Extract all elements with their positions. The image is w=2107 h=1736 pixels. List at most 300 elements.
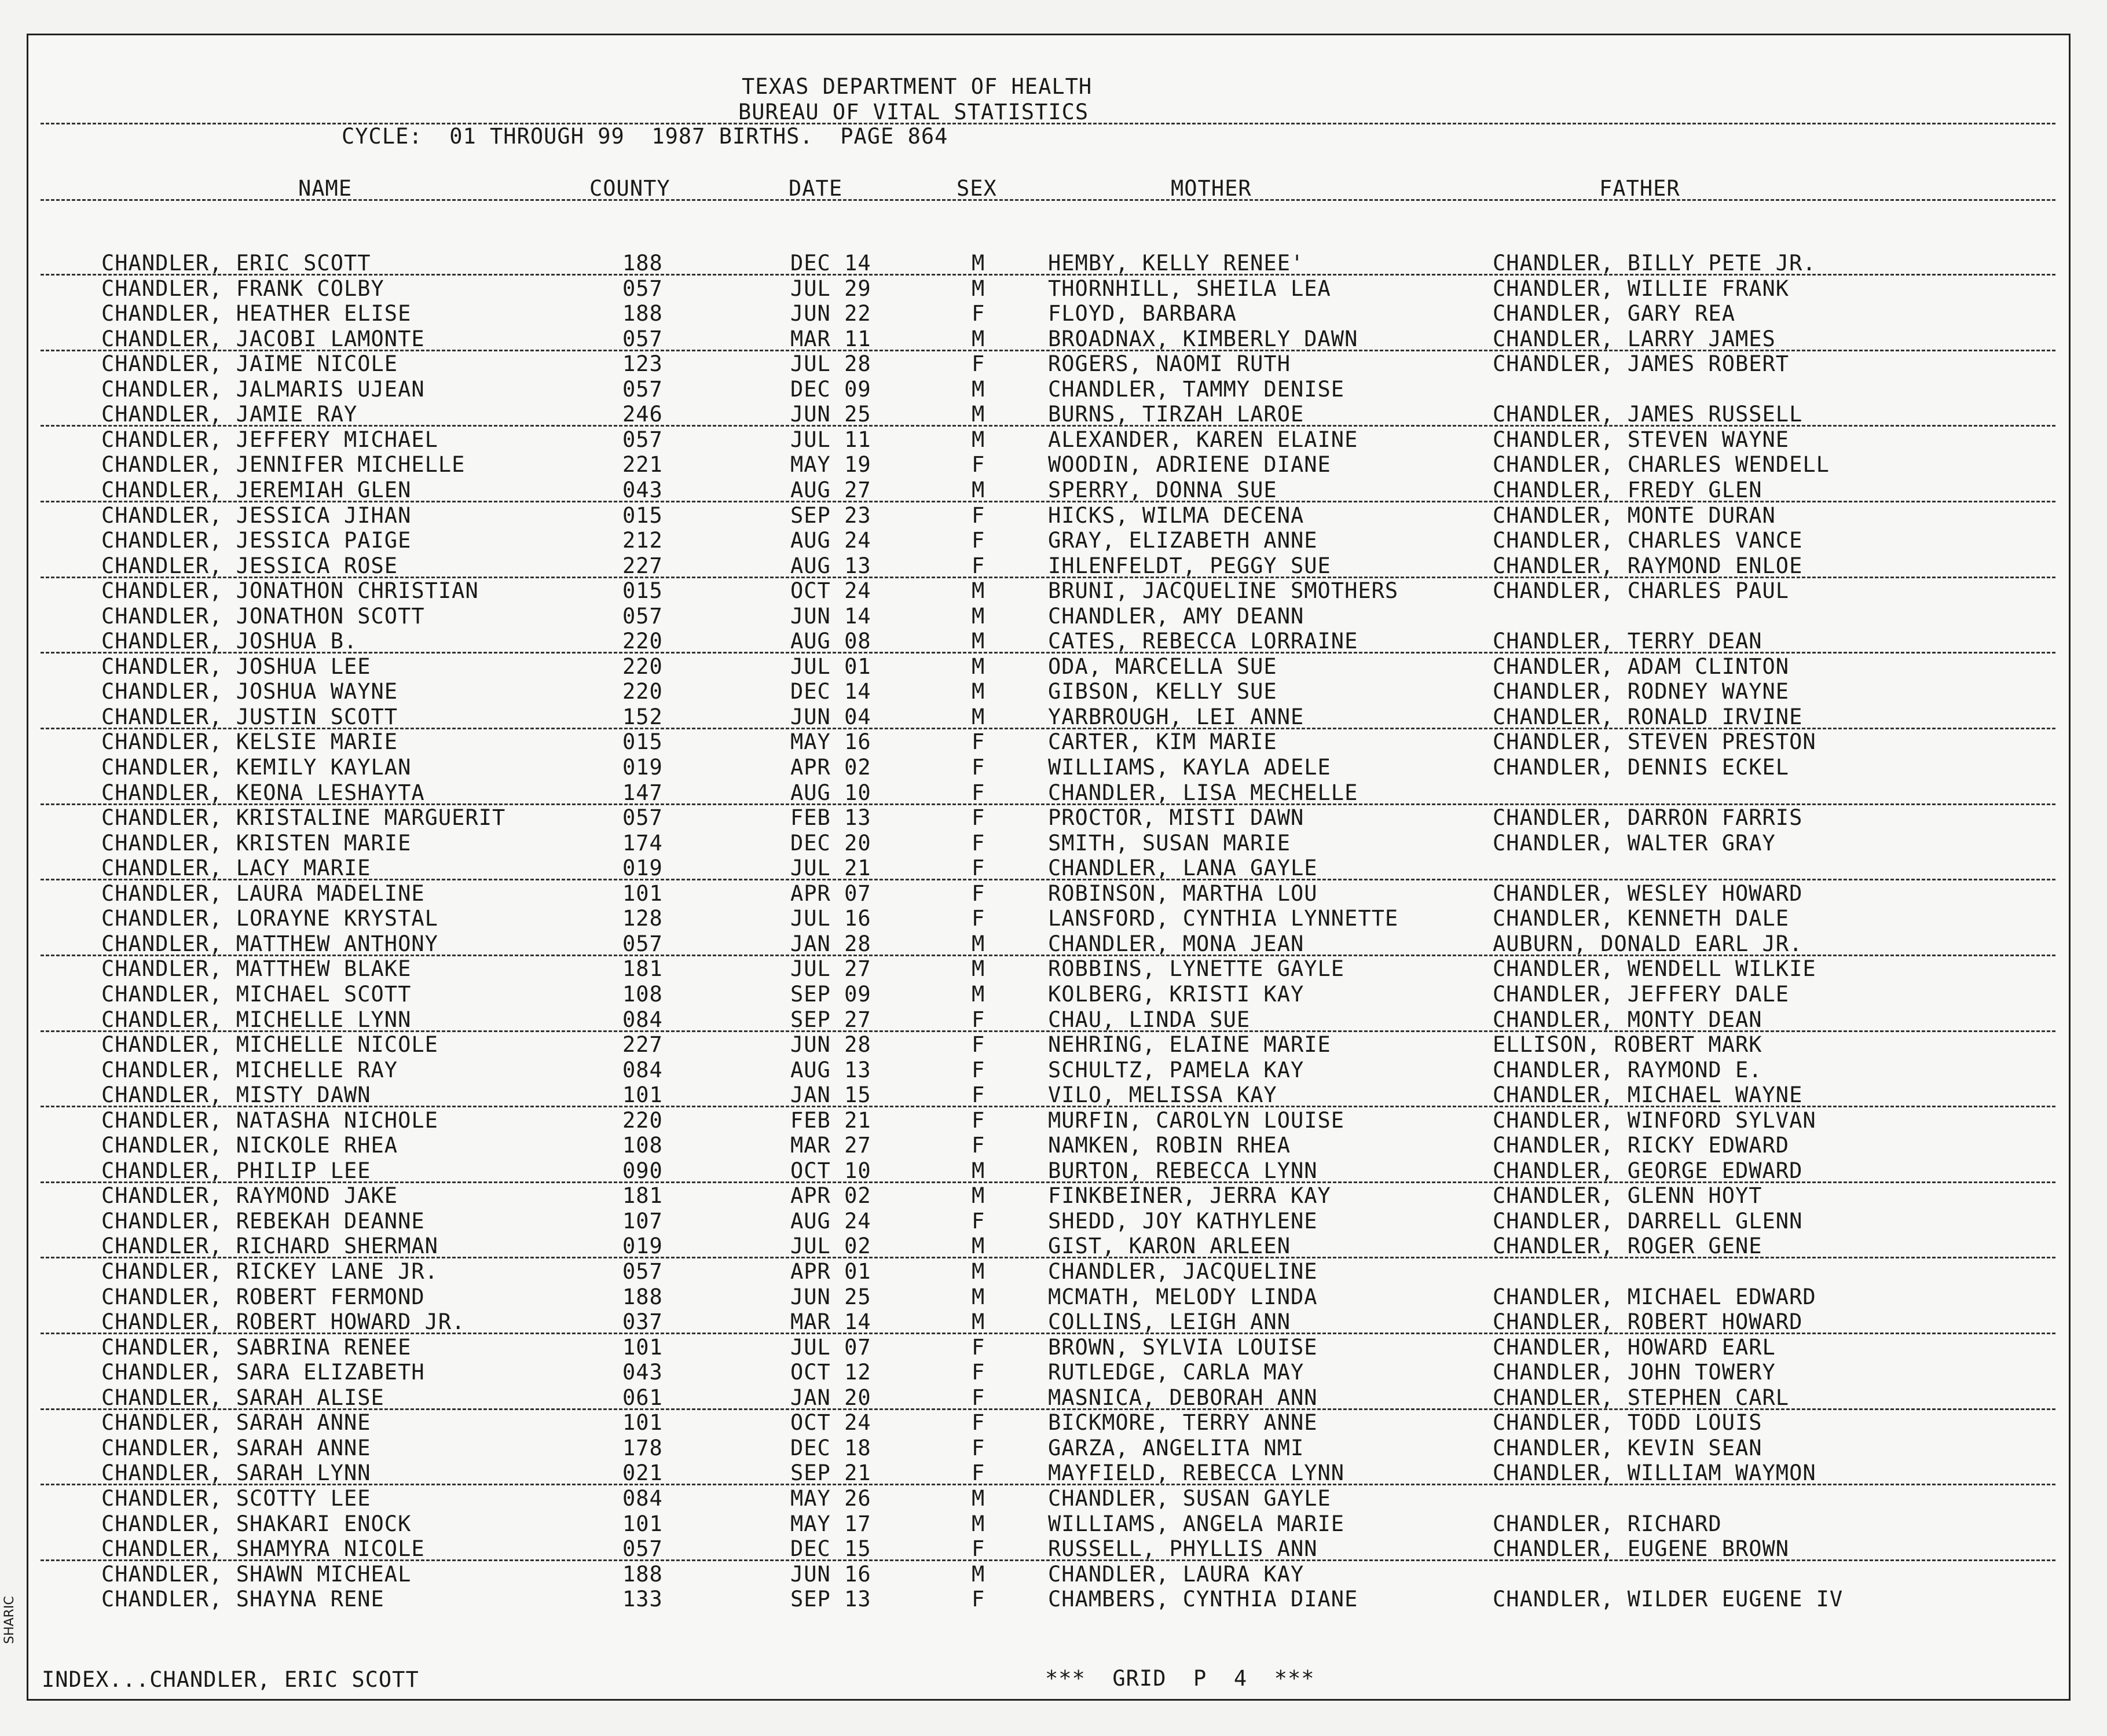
cell-name: CHANDLER, SARAH ALISE	[101, 1385, 384, 1410]
cell-father: CHANDLER, DARRON FARRIS	[1493, 805, 1803, 831]
cell-father: CHANDLER, WILDER EUGENE IV	[1493, 1587, 1844, 1612]
cell-mother: WILLIAMS, KAYLA ADELE	[1048, 755, 1331, 780]
table-row	[0, 251, 2107, 276]
side-stamp: SHARIC	[2, 1596, 17, 1644]
cell-date: JUL 01	[790, 654, 871, 679]
cell-father: CHANDLER, WILLIE FRANK	[1493, 276, 1790, 301]
cell-county: 188	[622, 301, 663, 326]
cell-father: CHANDLER, RICHARD	[1493, 1511, 1722, 1536]
cell-mother: WILLIAMS, ANGELA MARIE	[1048, 1511, 1345, 1536]
cell-date: SEP 23	[790, 502, 871, 528]
cell-father: ELLISON, ROBERT MARK	[1493, 1032, 1762, 1058]
table-row	[0, 1587, 2107, 1612]
cell-date: JUL 16	[790, 906, 871, 931]
table-row	[0, 679, 2107, 704]
cell-name: CHANDLER, RICHARD SHERMAN	[101, 1234, 438, 1259]
cell-father: CHANDLER, MICHAEL WAYNE	[1493, 1082, 1803, 1108]
cell-name: CHANDLER, SHAMYRA NICOLE	[101, 1536, 425, 1562]
table-row	[0, 1284, 2107, 1310]
table-row	[0, 1082, 2107, 1108]
cell-county: 057	[622, 805, 663, 831]
cell-sex: F	[972, 1133, 985, 1158]
table-row	[0, 1562, 2107, 1587]
cell-date: AUG 24	[790, 528, 871, 553]
cell-county: 181	[622, 956, 663, 982]
cell-date: SEP 27	[790, 1007, 871, 1032]
cell-father: CHANDLER, RAYMOND E.	[1493, 1057, 1762, 1082]
cell-county: 246	[622, 402, 663, 427]
cell-mother: ROBBINS, LYNETTE GAYLE	[1048, 956, 1345, 982]
table-row	[0, 629, 2107, 654]
cell-name: CHANDLER, RAYMOND JAKE	[101, 1183, 398, 1209]
cell-sex: M	[972, 376, 985, 402]
cell-sex: F	[972, 1057, 985, 1082]
cell-mother: KOLBERG, KRISTI KAY	[1048, 981, 1304, 1007]
cell-county: 057	[622, 931, 663, 956]
cell-name: CHANDLER, FRANK COLBY	[101, 276, 384, 301]
cell-name: CHANDLER, SCOTTY LEE	[101, 1485, 371, 1511]
cell-name: CHANDLER, NATASHA NICHOLE	[101, 1107, 438, 1133]
cell-mother: CHANDLER, LISA MECHELLE	[1048, 780, 1358, 805]
col-header-county: COUNTY	[589, 176, 670, 201]
table-row	[0, 729, 2107, 755]
cell-sex: F	[972, 1032, 985, 1058]
cell-county: 101	[622, 1511, 663, 1536]
cell-county: 101	[622, 880, 663, 906]
cell-sex: F	[972, 1007, 985, 1032]
cell-mother: ODA, MARCELLA SUE	[1048, 654, 1277, 679]
cell-father: CHANDLER, EUGENE BROWN	[1493, 1536, 1790, 1562]
row-group-divider	[41, 425, 2055, 427]
cell-date: MAY 17	[790, 1511, 871, 1536]
cell-father: CHANDLER, ROGER GENE	[1493, 1234, 1762, 1259]
cell-mother: GARZA, ANGELITA NMI	[1048, 1435, 1304, 1460]
cell-father: CHANDLER, TERRY DEAN	[1493, 629, 1762, 654]
cell-mother: CHAU, LINDA SUE	[1048, 1007, 1251, 1032]
cell-mother: MASNICA, DEBORAH ANN	[1048, 1385, 1318, 1410]
cell-sex: F	[972, 906, 985, 931]
cell-sex: F	[972, 805, 985, 831]
cell-date: JAN 20	[790, 1385, 871, 1410]
cell-date: JUN 28	[790, 1032, 871, 1058]
cell-county: 221	[622, 452, 663, 478]
cell-sex: M	[972, 578, 985, 604]
cell-name: CHANDLER, JOSHUA B.	[101, 629, 358, 654]
cell-name: CHANDLER, MICHELLE RAY	[101, 1057, 398, 1082]
cell-father: CHANDLER, STEVEN WAYNE	[1493, 427, 1790, 452]
cell-mother: BROWN, SYLVIA LOUISE	[1048, 1334, 1318, 1360]
cell-mother: BURTON, REBECCA LYNN	[1048, 1158, 1318, 1183]
cell-father: CHANDLER, CHARLES WENDELL	[1493, 452, 1830, 478]
table-row	[0, 351, 2107, 377]
cell-county: 128	[622, 906, 663, 931]
cell-sex: F	[972, 729, 985, 755]
col-header-date: DATE	[789, 176, 843, 201]
table-row	[0, 1032, 2107, 1058]
cell-father: CHANDLER, RICKY EDWARD	[1493, 1133, 1790, 1158]
cell-father: CHANDLER, JAMES ROBERT	[1493, 351, 1790, 377]
cell-sex: F	[972, 502, 985, 528]
cell-name: CHANDLER, JEREMIAH GLEN	[101, 477, 412, 502]
cell-father: CHANDLER, WENDELL WILKIE	[1493, 956, 1816, 982]
cell-date: MAR 11	[790, 326, 871, 351]
cell-county: 015	[622, 578, 663, 604]
table-row	[0, 402, 2107, 427]
cell-date: SEP 13	[790, 1587, 871, 1612]
table-row	[0, 1460, 2107, 1486]
cell-name: CHANDLER, KEMILY KAYLAN	[101, 755, 412, 780]
col-header-sex: SEX	[957, 176, 997, 201]
cell-mother: BURNS, TIRZAH LAROE	[1048, 402, 1304, 427]
table-row	[0, 1209, 2107, 1234]
row-group-divider	[41, 1484, 2055, 1485]
cell-date: JUL 21	[790, 856, 871, 881]
cell-date: AUG 10	[790, 780, 871, 805]
cell-sex: F	[972, 1082, 985, 1108]
cell-name: CHANDLER, ROBERT FERMOND	[101, 1284, 425, 1309]
cell-county: 015	[622, 502, 663, 528]
cell-father: CHANDLER, ADAM CLINTON	[1493, 654, 1790, 679]
cell-mother: CHANDLER, AMY DEANN	[1048, 603, 1304, 629]
table-row	[0, 831, 2107, 856]
cell-county: 084	[622, 1485, 663, 1511]
cell-father: CHANDLER, RONALD IRVINE	[1493, 704, 1803, 729]
cell-mother: ALEXANDER, KAREN ELAINE	[1048, 427, 1358, 452]
cell-mother: CHANDLER, JACQUELINE	[1048, 1259, 1318, 1284]
cell-sex: F	[972, 1334, 985, 1360]
cell-sex: F	[972, 452, 985, 478]
cell-mother: NEHRING, ELAINE MARIE	[1048, 1032, 1331, 1058]
cell-county: 015	[622, 729, 663, 755]
cell-name: CHANDLER, SARA ELIZABETH	[101, 1360, 425, 1385]
cell-county: 037	[622, 1309, 663, 1335]
cell-mother: YARBROUGH, LEI ANNE	[1048, 704, 1304, 729]
table-row	[0, 1183, 2107, 1209]
cell-date: JUL 02	[790, 1234, 871, 1259]
cell-mother: FINKBEINER, JERRA KAY	[1048, 1183, 1331, 1209]
cell-father: CHANDLER, MONTE DURAN	[1493, 502, 1776, 528]
cell-county: 174	[622, 830, 663, 856]
cell-sex: M	[972, 1183, 985, 1209]
cell-date: MAY 16	[790, 729, 871, 755]
cell-mother: MCMATH, MELODY LINDA	[1048, 1284, 1318, 1309]
table-row	[0, 805, 2107, 831]
row-group-divider	[41, 652, 2055, 654]
cell-father: AUBURN, DONALD EARL JR.	[1493, 931, 1803, 956]
cell-county: 019	[622, 856, 663, 881]
cell-mother: RUTLEDGE, CARLA MAY	[1048, 1360, 1304, 1385]
cell-county: 188	[622, 251, 663, 276]
cell-county: 188	[622, 1284, 663, 1309]
cell-sex: M	[972, 477, 985, 502]
table-row	[0, 704, 2107, 730]
cell-county: 057	[622, 376, 663, 402]
cell-county: 057	[622, 1259, 663, 1284]
cell-county: 061	[622, 1385, 663, 1410]
cell-name: CHANDLER, SARAH LYNN	[101, 1460, 371, 1486]
cell-father: CHANDLER, CHARLES VANCE	[1493, 528, 1803, 553]
cell-sex: F	[972, 755, 985, 780]
table-row	[0, 1536, 2107, 1562]
cell-father: CHANDLER, FREDY GLEN	[1493, 477, 1762, 502]
table-row	[0, 553, 2107, 579]
cell-date: DEC 14	[790, 251, 871, 276]
cell-name: CHANDLER, MICHAEL SCOTT	[101, 981, 412, 1007]
table-row	[0, 578, 2107, 604]
cell-name: CHANDLER, SARAH ANNE	[101, 1435, 371, 1460]
cell-mother: BRUNI, JACQUELINE SMOTHERS	[1048, 578, 1399, 604]
row-group-divider	[41, 501, 2055, 502]
cell-name: CHANDLER, KELSIE MARIE	[101, 729, 398, 755]
col-header-mother: MOTHER	[1171, 176, 1252, 201]
cell-name: CHANDLER, JALMARIS UJEAN	[101, 376, 425, 402]
cell-sex: F	[972, 351, 985, 377]
cell-date: JUN 25	[790, 1284, 871, 1309]
cell-date: DEC 14	[790, 679, 871, 704]
row-group-divider	[41, 1559, 2055, 1561]
cell-name: CHANDLER, LORAYNE KRYSTAL	[101, 906, 438, 931]
cell-sex: M	[972, 276, 985, 301]
cell-father: CHANDLER, JEFFERY DALE	[1493, 981, 1790, 1007]
cell-mother: VILO, MELISSA KAY	[1048, 1082, 1277, 1108]
table-row	[0, 956, 2107, 982]
cell-date: JUL 28	[790, 351, 871, 377]
cell-name: CHANDLER, JUSTIN SCOTT	[101, 704, 398, 729]
cell-date: APR 01	[790, 1259, 871, 1284]
cell-date: JUN 14	[790, 603, 871, 629]
cell-sex: M	[972, 981, 985, 1007]
cell-name: CHANDLER, HEATHER ELISE	[101, 301, 412, 326]
cell-father: CHANDLER, MONTY DEAN	[1493, 1007, 1762, 1032]
cell-mother: CARTER, KIM MARIE	[1048, 729, 1277, 755]
cell-name: CHANDLER, JAMIE RAY	[101, 402, 358, 427]
cell-name: CHANDLER, SABRINA RENEE	[101, 1334, 412, 1360]
cell-mother: GRAY, ELIZABETH ANNE	[1048, 528, 1318, 553]
cell-date: DEC 20	[790, 830, 871, 856]
cell-mother: BICKMORE, TERRY ANNE	[1048, 1410, 1318, 1436]
cell-father: CHANDLER, RAYMOND ENLOE	[1493, 553, 1803, 578]
table-row	[0, 780, 2107, 806]
cell-mother: GIST, KARON ARLEEN	[1048, 1234, 1291, 1259]
cell-county: 084	[622, 1007, 663, 1032]
cell-sex: F	[972, 1410, 985, 1436]
cell-mother: FLOYD, BARBARA	[1048, 301, 1237, 326]
cell-sex: F	[972, 553, 985, 578]
cell-father: CHANDLER, GLENN HOYT	[1493, 1183, 1762, 1209]
cell-mother: IHLENFELDT, PEGGY SUE	[1048, 553, 1331, 578]
cell-date: JUN 22	[790, 301, 871, 326]
cell-date: MAR 14	[790, 1309, 871, 1335]
cell-mother: ROBINSON, MARTHA LOU	[1048, 880, 1318, 906]
cell-county: 220	[622, 1107, 663, 1133]
cell-name: CHANDLER, MICHELLE LYNN	[101, 1007, 412, 1032]
cell-county: 220	[622, 654, 663, 679]
cell-name: CHANDLER, MATTHEW ANTHONY	[101, 931, 438, 956]
cell-mother: MAYFIELD, REBECCA LYNN	[1048, 1460, 1345, 1486]
cell-county: 212	[622, 528, 663, 553]
cell-mother: CATES, REBECCA LORRAINE	[1048, 629, 1358, 654]
cell-county: 227	[622, 553, 663, 578]
cell-mother: ROGERS, NAOMI RUTH	[1048, 351, 1291, 377]
cell-father: CHANDLER, CHARLES PAUL	[1493, 578, 1790, 604]
cell-county: 057	[622, 603, 663, 629]
cell-sex: M	[972, 402, 985, 427]
cell-name: CHANDLER, ERIC SCOTT	[101, 251, 371, 276]
table-row	[0, 906, 2107, 931]
table-row	[0, 1335, 2107, 1360]
cell-name: CHANDLER, MATTHEW BLAKE	[101, 956, 412, 982]
table-row	[0, 1259, 2107, 1284]
cell-name: CHANDLER, SARAH ANNE	[101, 1410, 371, 1436]
cell-sex: M	[972, 629, 985, 654]
cell-mother: LANSFORD, CYNTHIA LYNNETTE	[1048, 906, 1399, 931]
cell-father: CHANDLER, KENNETH DALE	[1493, 906, 1790, 931]
cell-date: JUL 07	[790, 1334, 871, 1360]
table-row	[0, 1410, 2107, 1436]
cell-sex: M	[972, 956, 985, 982]
cell-county: 057	[622, 326, 663, 351]
cycle-line: CYCLE: 01 THROUGH 99 1987 BIRTHS. PAGE 864	[342, 124, 948, 149]
table-row	[0, 1511, 2107, 1537]
cell-name: CHANDLER, JAIME NICOLE	[101, 351, 398, 377]
cell-sex: F	[972, 856, 985, 881]
cell-date: DEC 09	[790, 376, 871, 402]
cell-name: CHANDLER, JACOBI LAMONTE	[101, 326, 425, 351]
cell-father: CHANDLER, MICHAEL EDWARD	[1493, 1284, 1816, 1309]
cell-date: JUL 11	[790, 427, 871, 452]
table-row	[0, 1007, 2107, 1033]
cell-county: 152	[622, 704, 663, 729]
cell-mother: THORNHILL, SHEILA LEA	[1048, 276, 1331, 301]
table-row	[0, 654, 2107, 680]
cell-sex: F	[972, 1587, 985, 1612]
footer-index: INDEX...CHANDLER, ERIC SCOTT	[42, 1667, 419, 1692]
cell-sex: F	[972, 1460, 985, 1486]
row-group-divider	[41, 1257, 2055, 1258]
table-row	[0, 1108, 2107, 1133]
row-group-divider	[41, 1030, 2055, 1032]
cell-mother: SCHULTZ, PAMELA KAY	[1048, 1057, 1304, 1082]
cell-date: JUL 27	[790, 956, 871, 982]
cell-name: CHANDLER, LACY MARIE	[101, 856, 371, 881]
table-row	[0, 528, 2107, 553]
cell-name: CHANDLER, SHAWN MICHEAL	[101, 1561, 412, 1587]
cell-name: CHANDLER, JOSHUA LEE	[101, 654, 371, 679]
row-group-divider	[41, 1106, 2055, 1107]
cell-mother: COLLINS, LEIGH ANN	[1048, 1309, 1291, 1335]
cell-sex: M	[972, 1511, 985, 1536]
row-group-divider	[41, 879, 2055, 880]
cell-father: CHANDLER, WESLEY HOWARD	[1493, 880, 1803, 906]
cell-date: JUN 16	[790, 1561, 871, 1587]
cell-date: MAR 27	[790, 1133, 871, 1158]
cell-county: 043	[622, 1360, 663, 1385]
cell-mother: SPERRY, DONNA SUE	[1048, 477, 1277, 502]
cell-name: CHANDLER, JEFFERY MICHAEL	[101, 427, 438, 452]
table-row	[0, 755, 2107, 780]
cell-sex: M	[972, 603, 985, 629]
cell-date: AUG 27	[790, 477, 871, 502]
footer-grid: *** GRID P 4 ***	[1045, 1666, 1315, 1691]
cell-father: CHANDLER, LARRY JAMES	[1493, 326, 1776, 351]
cell-county: 108	[622, 981, 663, 1007]
table-row	[0, 1133, 2107, 1158]
cell-date: DEC 15	[790, 1536, 871, 1562]
cell-sex: M	[972, 326, 985, 351]
col-header-name: NAME	[298, 176, 353, 201]
cell-mother: BROADNAX, KIMBERLY DAWN	[1048, 326, 1358, 351]
cell-mother: HEMBY, KELLY RENEE'	[1048, 251, 1304, 276]
table-row	[0, 604, 2107, 629]
header-subtitle: BUREAU OF VITAL STATISTICS	[738, 100, 1089, 124]
cell-date: JUN 25	[790, 402, 871, 427]
cell-sex: M	[972, 931, 985, 956]
cell-date: OCT 10	[790, 1158, 871, 1183]
cell-father: CHANDLER, ROBERT HOWARD	[1493, 1309, 1803, 1335]
cell-mother: RUSSELL, PHYLLIS ANN	[1048, 1536, 1318, 1562]
cell-sex: M	[972, 1259, 985, 1284]
cell-sex: M	[972, 1158, 985, 1183]
table-row	[0, 1234, 2107, 1259]
cell-date: SEP 21	[790, 1460, 871, 1486]
cell-county: 220	[622, 629, 663, 654]
cell-name: CHANDLER, ROBERT HOWARD JR.	[101, 1309, 466, 1335]
cell-name: CHANDLER, JOSHUA WAYNE	[101, 679, 398, 704]
cell-county: 227	[622, 1032, 663, 1058]
table-row	[0, 982, 2107, 1007]
cell-county: 123	[622, 351, 663, 377]
cell-mother: CHANDLER, LAURA KAY	[1048, 1561, 1304, 1587]
cell-father: CHANDLER, STEVEN PRESTON	[1493, 729, 1816, 755]
cell-mother: CHAMBERS, CYNTHIA DIANE	[1048, 1587, 1358, 1612]
cell-father: CHANDLER, BILLY PETE JR.	[1493, 251, 1816, 276]
cell-mother: WOODIN, ADRIENE DIANE	[1048, 452, 1331, 478]
cell-father: CHANDLER, JAMES RUSSELL	[1493, 402, 1803, 427]
cell-father: CHANDLER, KEVIN SEAN	[1493, 1435, 1762, 1460]
row-group-divider	[41, 728, 2055, 729]
row-group-divider	[41, 1408, 2055, 1410]
cell-sex: F	[972, 1208, 985, 1234]
table-row	[0, 856, 2107, 881]
cell-sex: M	[972, 1309, 985, 1335]
row-group-divider	[41, 1181, 2055, 1183]
table-row	[0, 377, 2107, 402]
cell-date: FEB 13	[790, 805, 871, 831]
cell-date: OCT 12	[790, 1360, 871, 1385]
cell-name: CHANDLER, JONATHON SCOTT	[101, 603, 425, 629]
cell-county: 188	[622, 1561, 663, 1587]
cell-date: DEC 18	[790, 1435, 871, 1460]
cell-name: CHANDLER, PHILIP LEE	[101, 1158, 371, 1183]
row-group-divider	[41, 1333, 2055, 1334]
cell-name: CHANDLER, JONATHON CHRISTIAN	[101, 578, 479, 604]
cell-mother: HICKS, WILMA DECENA	[1048, 502, 1304, 528]
cell-sex: F	[972, 1435, 985, 1460]
cell-date: AUG 24	[790, 1208, 871, 1234]
cell-mother: SHEDD, JOY KATHYLENE	[1048, 1208, 1318, 1234]
table-row	[0, 276, 2107, 302]
table-row	[0, 1436, 2107, 1461]
cell-name: CHANDLER, RICKEY LANE JR.	[101, 1259, 438, 1284]
cell-county: 133	[622, 1587, 663, 1612]
cell-sex: M	[972, 1234, 985, 1259]
cell-name: CHANDLER, JENNIFER MICHELLE	[101, 452, 466, 478]
cell-county: 019	[622, 1234, 663, 1259]
cell-county: 101	[622, 1410, 663, 1436]
cell-mother: CHANDLER, LANA GAYLE	[1048, 856, 1318, 881]
cell-sex: M	[972, 679, 985, 704]
cell-sex: M	[972, 704, 985, 729]
